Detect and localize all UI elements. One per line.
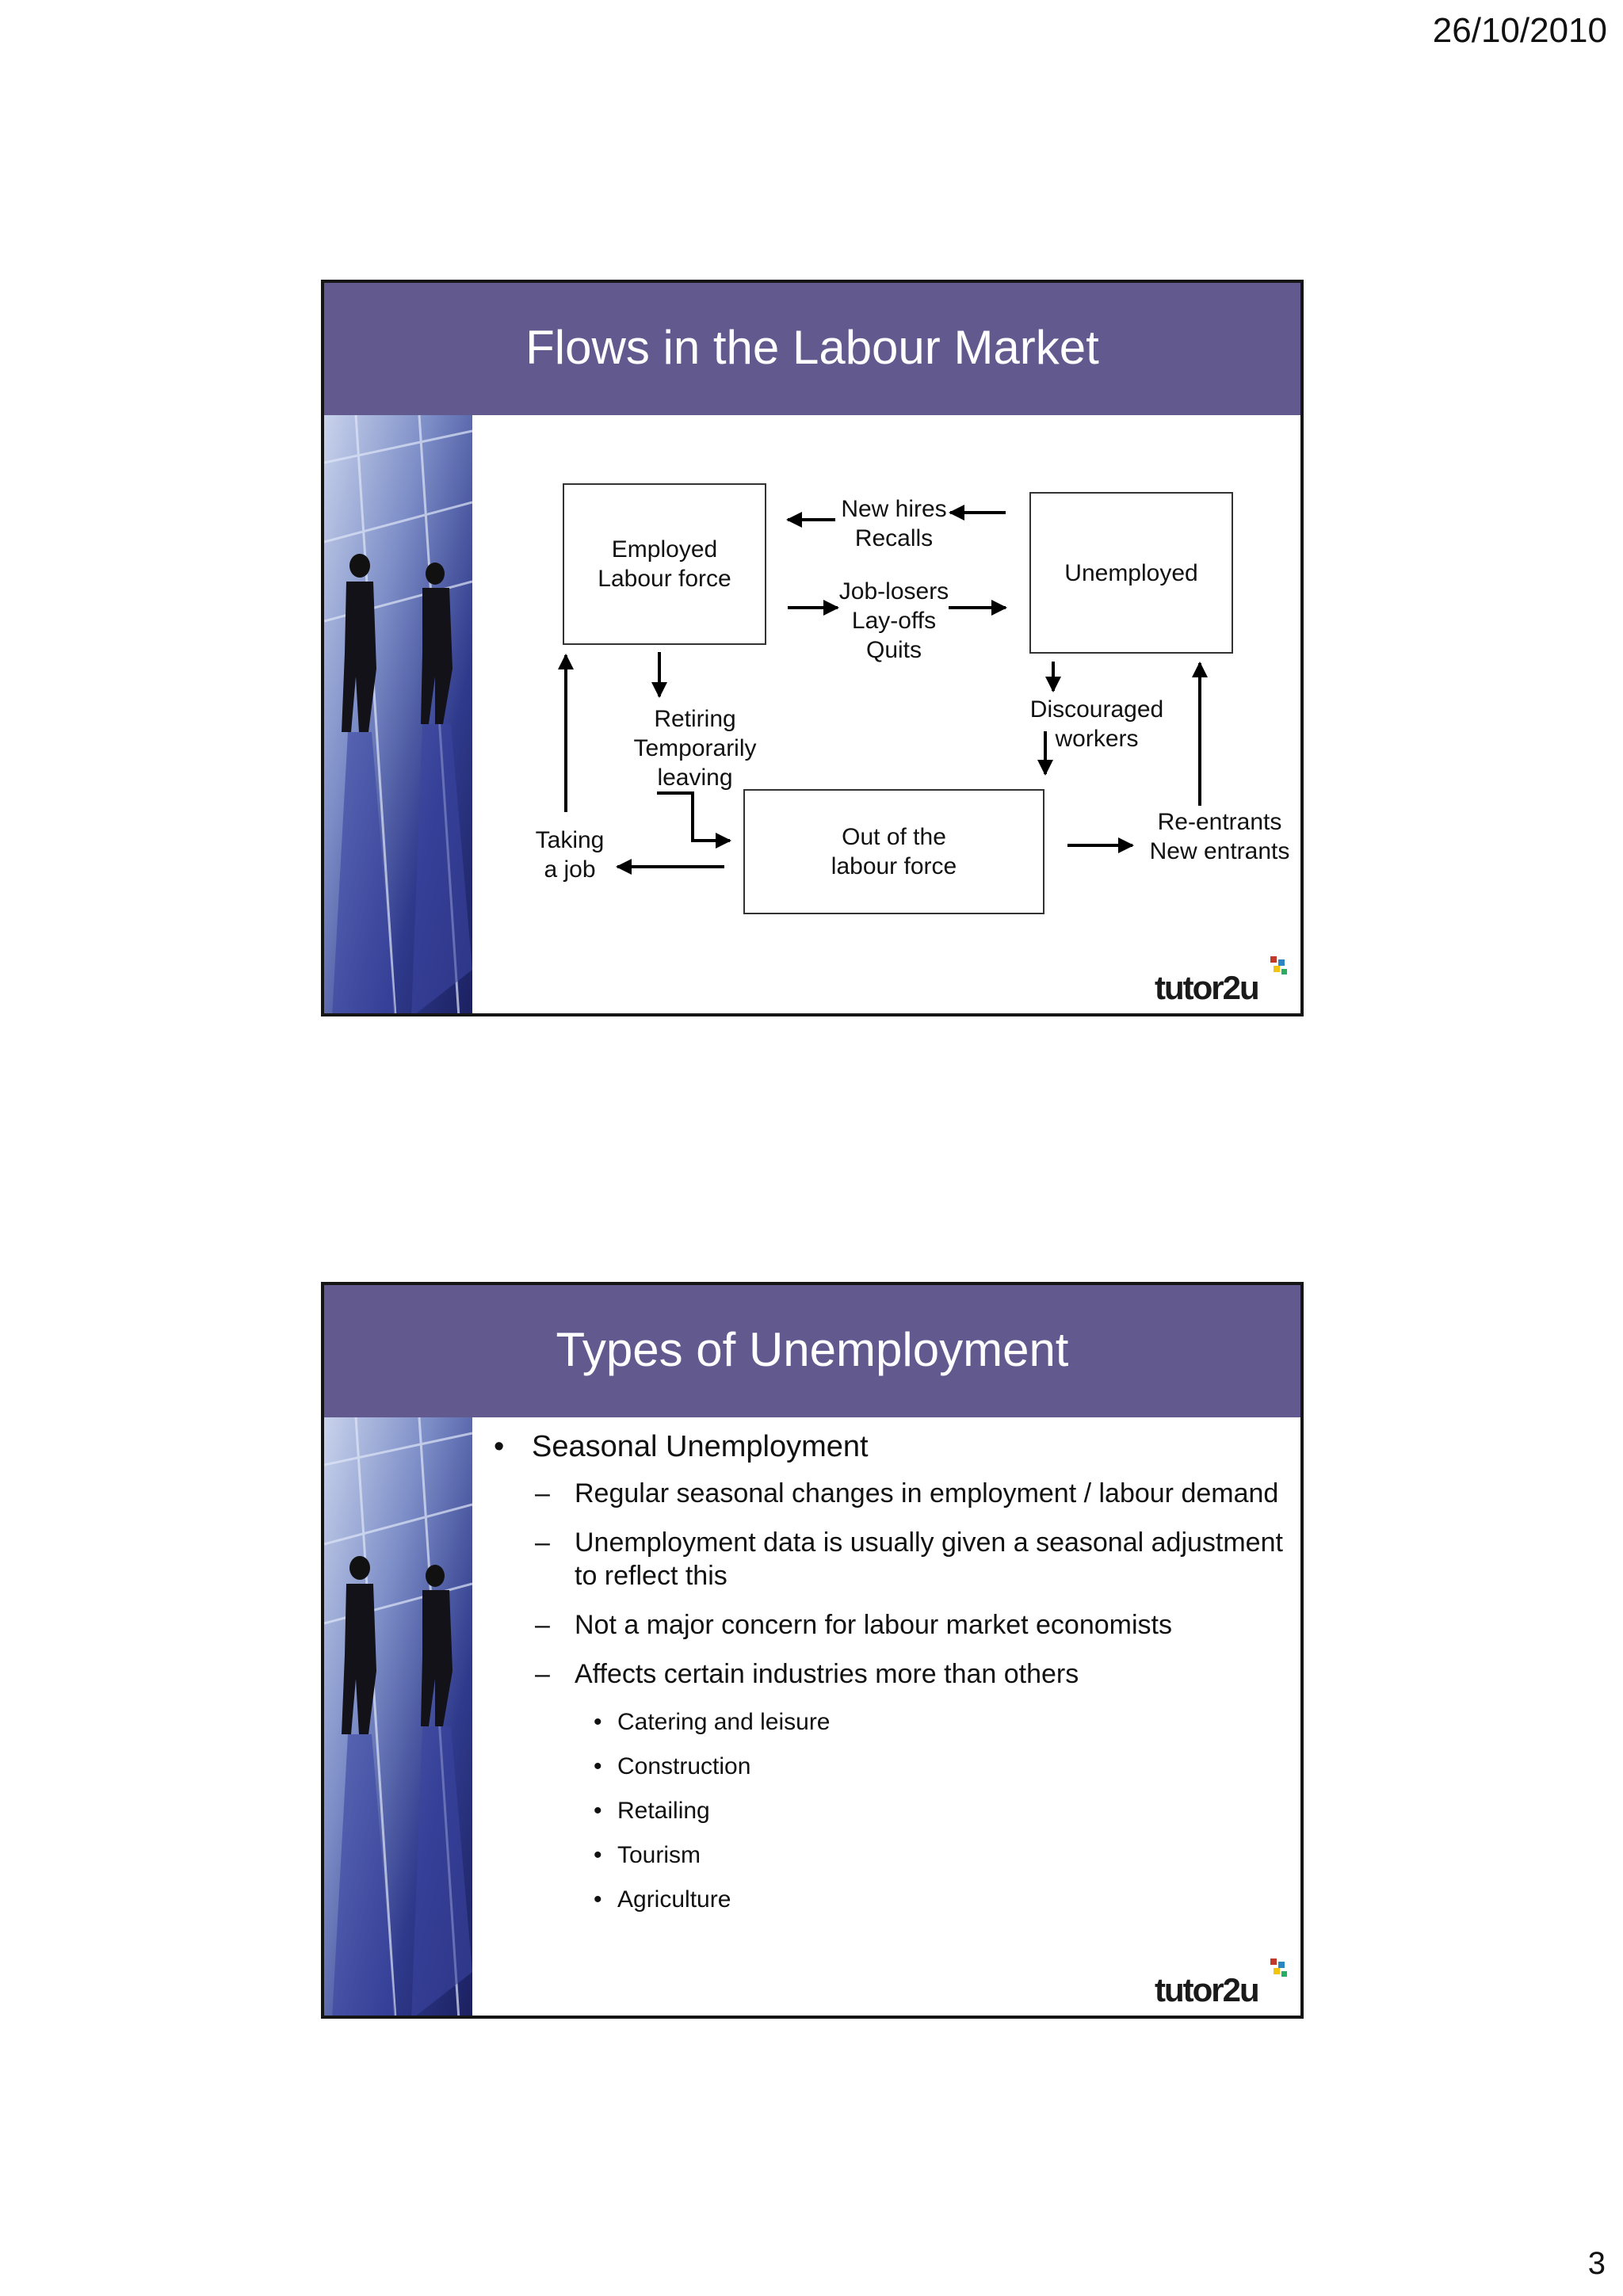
employed-line-1: Employed	[611, 536, 718, 563]
re-entrants-label: Re-entrants New entrants	[1149, 809, 1290, 864]
unemployed-box	[1029, 492, 1233, 654]
slide-title: Types of Unemployment	[556, 1323, 1069, 1376]
bullet-point: – Not a major concern for labour market economists	[483, 1608, 1285, 1642]
slide-types-of-unemployment	[321, 1282, 1304, 2019]
job-losers-label: Job-losers Lay-offs Quits	[838, 578, 949, 663]
out-line-2: labour force	[831, 853, 957, 879]
bullet-point: – Affects certain industries more than others	[483, 1657, 1285, 1691]
taking-job-label: Taking a job	[535, 827, 605, 883]
bullet-heading: • Seasonal Unemployment	[483, 1428, 1285, 1466]
retiring-label: Retiring Temporarily leaving	[633, 706, 757, 791]
business-people-photo	[324, 1417, 472, 2019]
out-line-1: Out of the	[842, 824, 946, 850]
arrow-retiring-to-out	[657, 793, 730, 841]
svg-text:tutor2u: tutor2u	[1155, 1971, 1258, 2008]
industry-item: • Construction	[483, 1751, 1285, 1783]
tutor2u-logo	[1155, 953, 1289, 1009]
industry-item: • Catering and leisure	[483, 1707, 1285, 1738]
slide-title: Flows in the Labour Market	[525, 321, 1099, 374]
industry-item: • Tourism	[483, 1840, 1285, 1871]
unemployed-label: Unemployed	[1064, 559, 1198, 586]
page-date: 26/10/2010	[1432, 11, 1607, 50]
employed-line-2: Labour force	[598, 566, 731, 592]
bullet-list	[483, 1428, 1285, 1928]
svg-text:tutor2u: tutor2u	[1155, 969, 1258, 1006]
employed-labour-force-box	[563, 483, 766, 645]
out-of-labour-force-box	[743, 789, 1044, 914]
slide-header	[324, 1285, 1300, 1417]
discouraged-label: Discouraged workers	[1029, 696, 1164, 752]
page-number: 3	[1587, 2246, 1606, 2281]
bullet-point: – Unemployment data is usually given a seasonal adjustment to reflect this	[483, 1526, 1285, 1592]
industry-item: • Agriculture	[483, 1884, 1285, 1916]
industry-item: • Retailing	[483, 1795, 1285, 1827]
new-hires-label: New hires Recalls	[841, 496, 947, 551]
bullet-point: – Regular seasonal changes in employment / labour demand	[483, 1477, 1285, 1510]
slide-flows-labour-market	[321, 280, 1304, 1016]
tutor2u-logo	[1155, 1955, 1289, 2011]
